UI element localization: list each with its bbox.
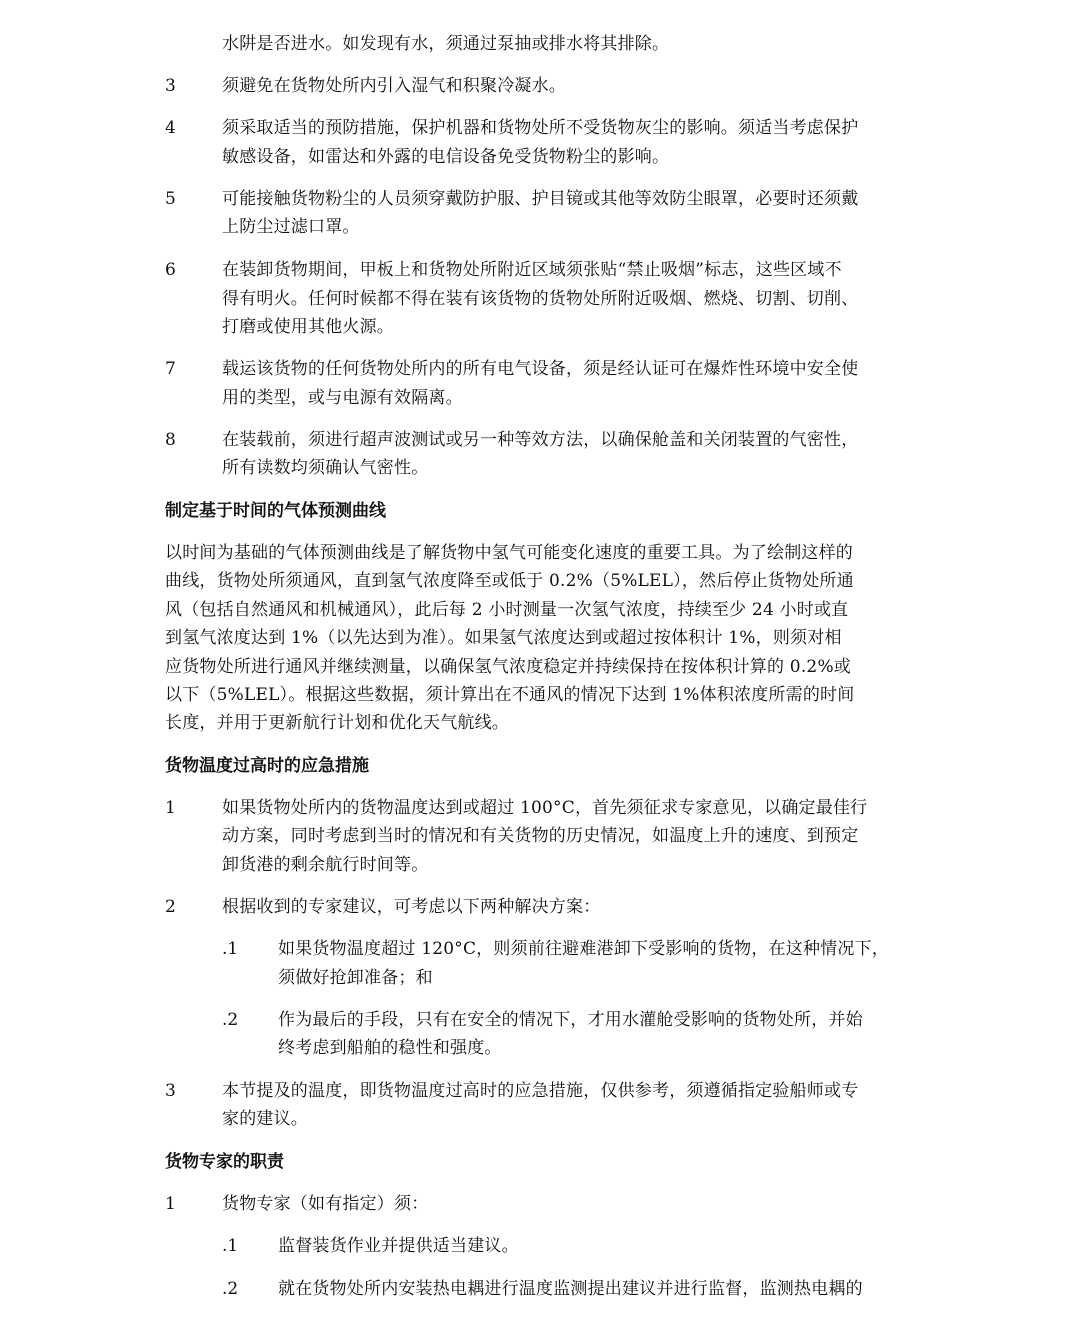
item-text: 用的类型，或与电源有效隔离。	[222, 388, 463, 408]
subitem-text: 监督装货作业并提供适当建议。	[278, 1236, 519, 1256]
item-text: 货物专家（如有指定）须：	[222, 1194, 429, 1214]
item-number: 3	[165, 76, 176, 96]
paragraph-line: 以时间为基础的气体预测曲线是了解货物中氢气可能变化速度的重要工具。为了绘制这样的	[165, 543, 853, 563]
paragraph-line: 到氢气浓度达到 1%（以先达到为准）。如果氢气浓度达到或超过按体积计 1%，则须对相	[165, 628, 842, 648]
paragraph-line: 长度，并用于更新航行计划和优化天气航线。	[165, 713, 509, 733]
subitem-number: .1	[222, 1236, 239, 1256]
item-number: 4	[165, 118, 176, 138]
continuation-text: 水阱是否进水。如发现有水，须通过泵抽或排水将其排除。	[222, 34, 670, 54]
item-text: 所有读数均须确认气密性。	[222, 458, 429, 478]
item-text: 上防尘过滤口罩。	[222, 217, 360, 237]
subitem-text: 作为最后的手段，只有在安全的情况下，才用水灌舱受影响的货物处所，并始	[278, 1010, 863, 1030]
subitem-number: .1	[222, 939, 239, 959]
item-text: 在装载前，须进行超声波测试或另一种等效方法，以确保舱盖和关闭装置的气密性，	[222, 430, 859, 450]
section-heading: 货物专家的职责	[165, 1152, 284, 1172]
paragraph-line: 风（包括自然通风和机械通风），此后每 2 小时测量一次氢气浓度，持续至少 24 小时或直	[165, 600, 849, 620]
item-number: 7	[165, 359, 176, 379]
item-text: 敏感设备，如雷达和外露的电信设备免受货物粉尘的影响。	[222, 147, 670, 167]
item-text: 本节提及的温度，即货物温度过高时的应急措施，仅供参考，须遵循指定验船师或专	[222, 1081, 859, 1101]
subitem-text: 就在货物处所内安装热电耦进行温度监测提出建议并进行监督，监测热电耦的	[278, 1279, 863, 1299]
item-text: 打磨或使用其他火源。	[222, 317, 394, 337]
item-text: 在装卸货物期间，甲板上和货物处所附近区域须张贴“禁止吸烟”标志，这些区域不	[222, 260, 842, 280]
subitem-number: .2	[222, 1279, 239, 1299]
item-number: 2	[165, 897, 176, 917]
item-text: 卸货港的剩余航行时间等。	[222, 855, 429, 875]
paragraph-line: 曲线，货物处所须通风，直到氢气浓度降至或低于 0.2%（5%LEL），然后停止货物处所通	[165, 571, 854, 591]
subitem-text: 终考虑到船舶的稳性和强度。	[278, 1038, 502, 1058]
section-heading: 货物温度过高时的应急措施	[165, 756, 369, 776]
paragraph-line: 以下（5%LEL）。根据这些数据，须计算出在不通风的情况下达到 1%体积浓度所需的时间	[165, 685, 855, 705]
item-number: 8	[165, 430, 176, 450]
item-text: 须采取适当的预防措施，保护机器和货物处所不受货物灰尘的影响。须适当考虑保护	[222, 118, 859, 138]
item-text: 根据收到的专家建议，可考虑以下两种解决方案：	[222, 897, 601, 917]
item-number: 1	[165, 1194, 176, 1214]
paragraph-line: 应货物处所进行通风并继续测量，以确保氢气浓度稳定并持续保持在按体积计算的 0.2%或	[165, 657, 851, 677]
item-text: 载运该货物的任何货物处所内的所有电气设备，须是经认证可在爆炸性环境中安全使	[222, 359, 859, 379]
subitem-text: 须做好抢卸准备；和	[278, 968, 433, 988]
subitem-number: .2	[222, 1010, 239, 1030]
item-number: 5	[165, 189, 176, 209]
item-text: 如果货物处所内的货物温度达到或超过 100°C，首先须征求专家意见，以确定最佳行	[222, 798, 868, 818]
item-text: 须避免在货物处所内引入湿气和积聚冷凝水。	[222, 76, 566, 96]
item-text: 家的建议。	[222, 1109, 308, 1129]
item-text: 可能接触货物粉尘的人员须穿戴防护服、护目镜或其他等效防尘眼罩，必要时还须戴	[222, 189, 859, 209]
item-text: 动方案，同时考虑到当时的情况和有关货物的历史情况，如温度上升的速度、到预定	[222, 826, 859, 846]
item-number: 3	[165, 1081, 176, 1101]
item-number: 1	[165, 798, 176, 818]
item-number: 6	[165, 260, 176, 280]
subitem-text: 如果货物温度超过 120°C，则须前往避难港卸下受影响的货物，在这种情况下，	[278, 939, 889, 959]
section-heading: 制定基于时间的气体预测曲线	[165, 501, 386, 521]
item-text: 得有明火。任何时候都不得在装有该货物的货物处所附近吸烟、燃烧、切割、切削、	[222, 289, 859, 309]
